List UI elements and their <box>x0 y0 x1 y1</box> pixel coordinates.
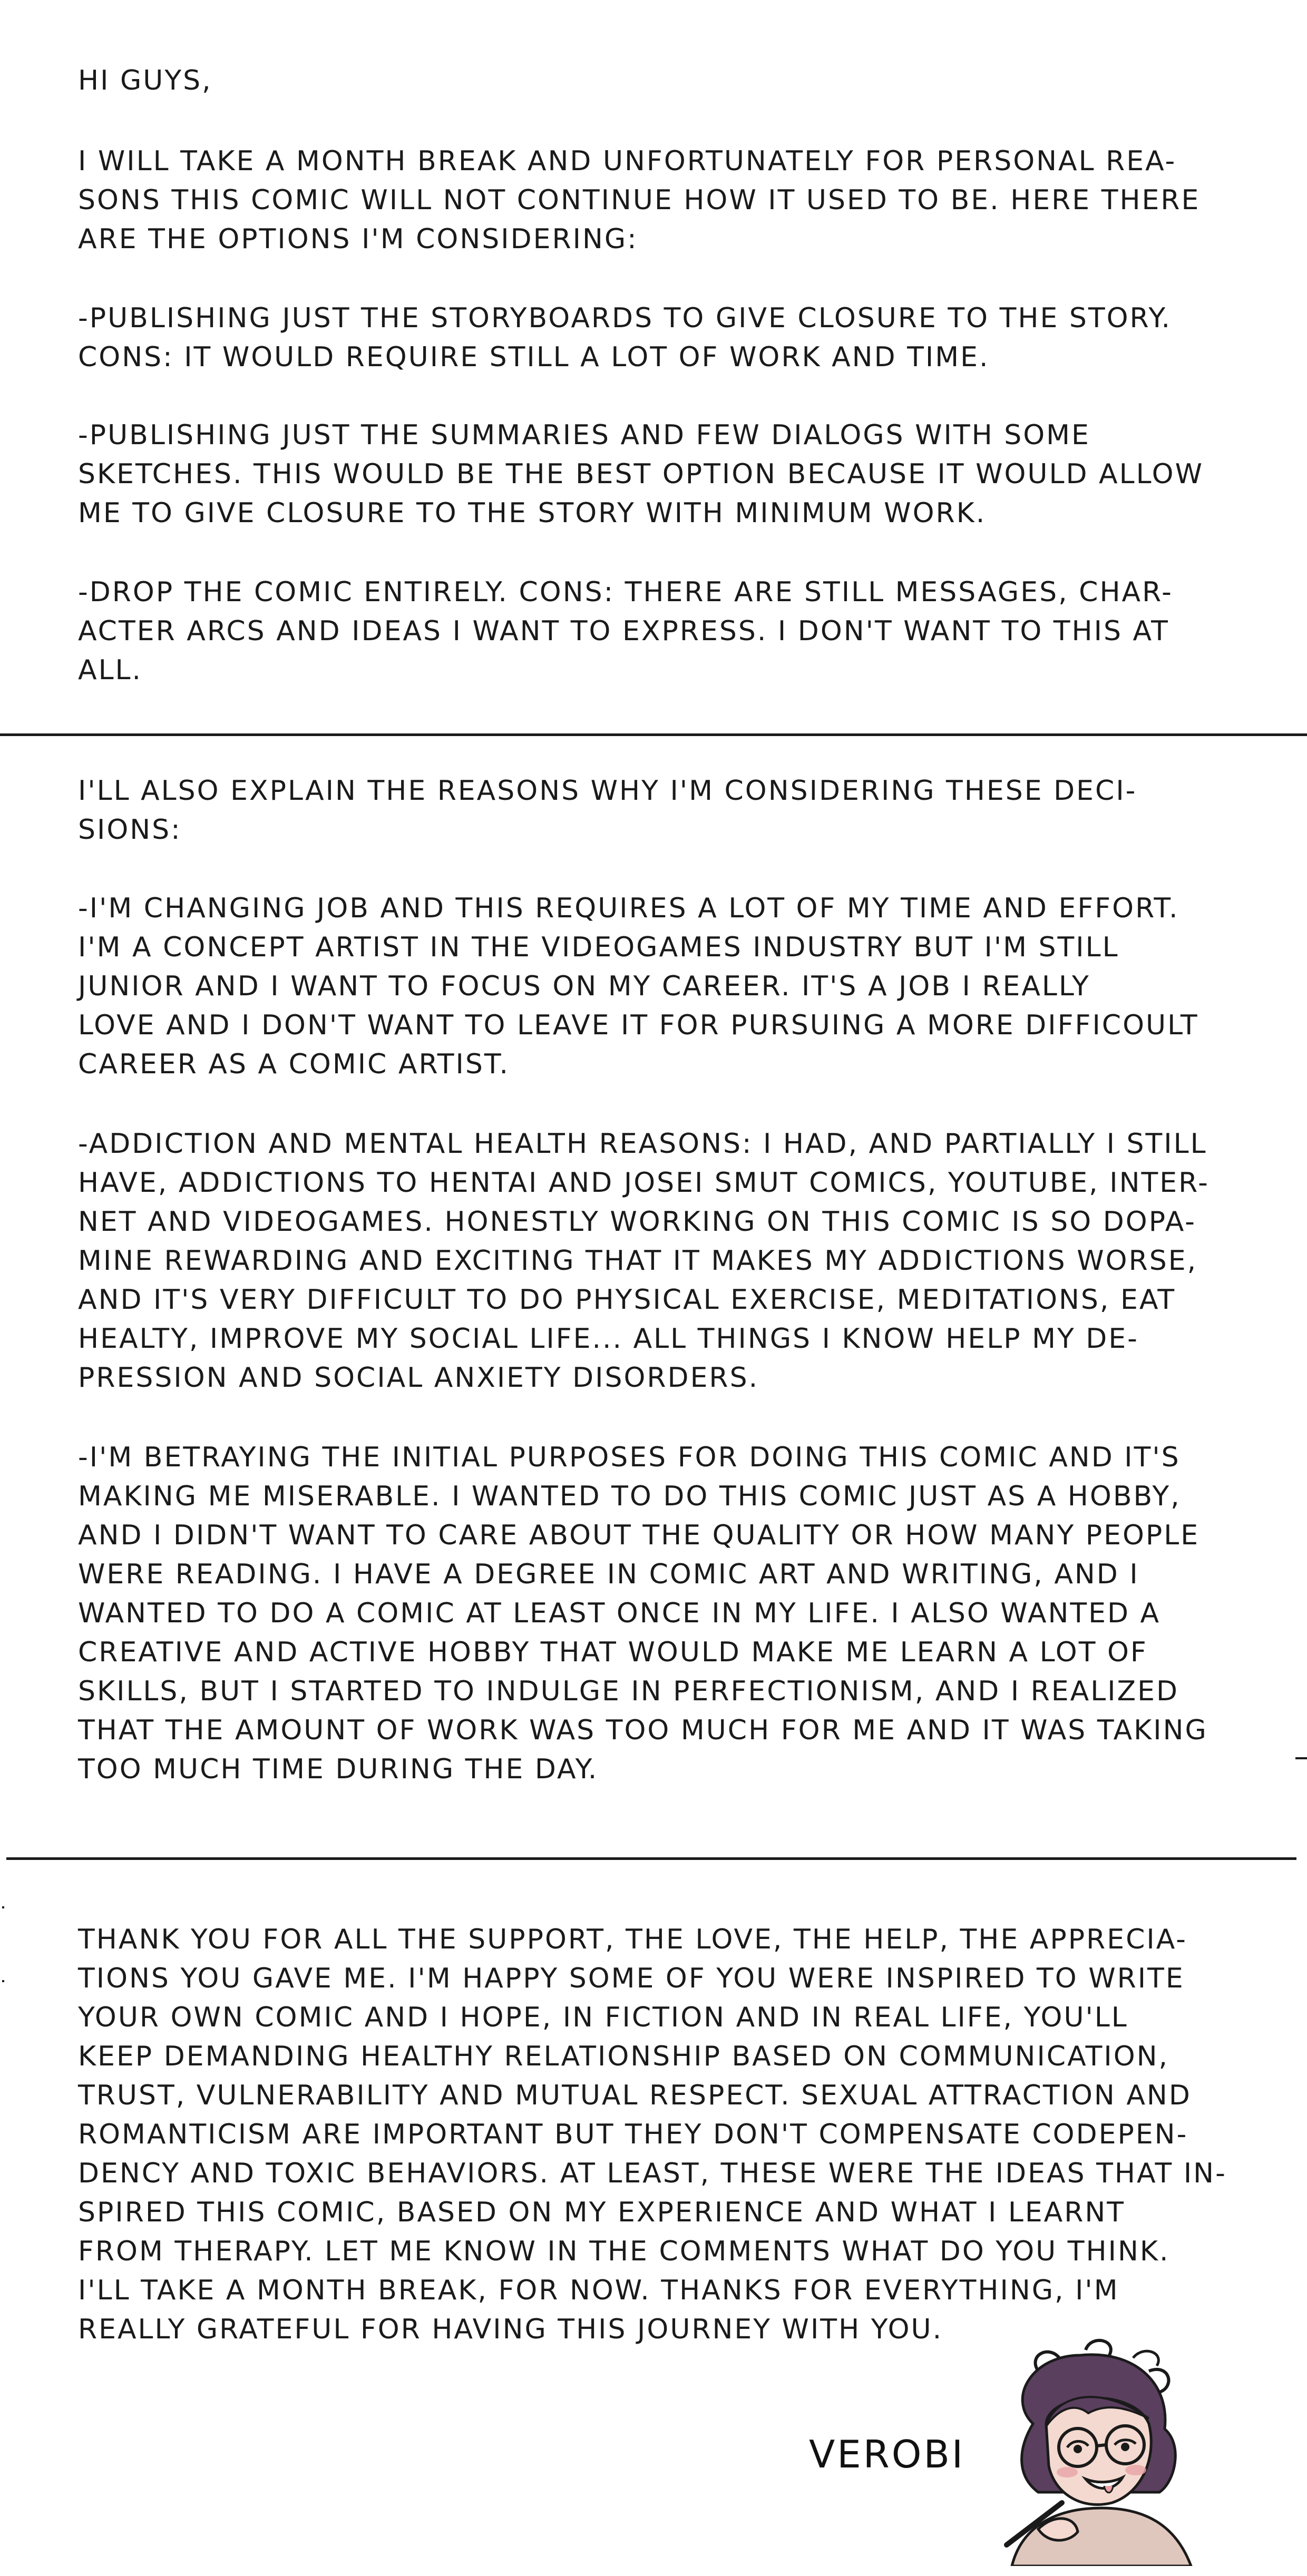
text-line: TIONS YOU GAVE ME. I'M HAPPY SOME OF YOU WERE INSPIRED TO WRITE <box>78 1963 1185 1994</box>
section-divider <box>6 1857 1296 1860</box>
text-line: SIONS: <box>78 814 182 846</box>
edge-dot <box>2 1980 4 1982</box>
text-line: REALLY GRATEFUL FOR HAVING THIS JOURNEY WITH YOU. <box>78 2314 943 2345</box>
text-line: ROMANTICISM ARE IMPORTANT BUT THEY DON'T COMPENSATE CODEPEN- <box>78 2119 1188 2150</box>
text-line: HEALTY, IMPROVE MY SOCIAL LIFE... ALL THINGS I KNOW HELP MY DE- <box>78 1323 1139 1355</box>
text-line: DENCY AND TOXIC BEHAVIORS. AT LEAST, THESE WERE THE IDEAS THAT IN- <box>78 2158 1227 2189</box>
edge-dot <box>2 1906 4 1908</box>
text-line: MINE REWARDING AND EXCITING THAT IT MAKES MY ADDICTIONS WORSE, <box>78 1245 1198 1277</box>
text-line: -I'M BETRAYING THE INITIAL PURPOSES FOR DOING THIS COMIC AND IT'S <box>78 1442 1181 1473</box>
text-line: I'LL ALSO EXPLAIN THE REASONS WHY I'M CONSIDERING THESE DECI- <box>78 775 1137 807</box>
text-line: CAREER AS A COMIC ARTIST. <box>78 1049 510 1080</box>
text-line: YOUR OWN COMIC AND I HOPE, IN FICTION AND IN REAL LIFE, YOU'LL <box>78 2002 1128 2033</box>
text-line: -DROP THE COMIC ENTIRELY. CONS: THERE ARE STILL MESSAGES, CHAR- <box>78 576 1173 608</box>
text-line: SPIRED THIS COMIC, BASED ON MY EXPERIENCE AND WHAT I LEARNT <box>78 2197 1126 2228</box>
text-line: ALL. <box>78 654 143 686</box>
text-line: MAKING ME MISERABLE. I WANTED TO DO THIS COMIC JUST AS A HOBBY, <box>78 1481 1181 1512</box>
text-line: ARE THE OPTIONS I'M CONSIDERING: <box>78 223 638 255</box>
text-line: I'LL TAKE A MONTH BREAK, FOR NOW. THANKS FOR EVERYTHING, I'M <box>78 2275 1119 2306</box>
text-line: SKETCHES. THIS WOULD BE THE BEST OPTION BECAUSE IT WOULD ALLOW <box>78 458 1204 490</box>
text-line: -I'M CHANGING JOB AND THIS REQUIRES A LOT OF MY TIME AND EFFORT. <box>78 893 1179 924</box>
section-divider <box>0 733 1307 736</box>
text-line: AND IT'S VERY DIFFICULT TO DO PHYSICAL EXERCISE, MEDITATIONS, EAT <box>78 1284 1176 1316</box>
text-line: THAT THE AMOUNT OF WORK WAS TOO MUCH FOR ME AND IT WAS TAKING <box>78 1715 1208 1746</box>
text-line: -PUBLISHING JUST THE STORYBOARDS TO GIVE CLOSURE TO THE STORY. <box>78 302 1172 334</box>
text-line: THANK YOU FOR ALL THE SUPPORT, THE LOVE, THE HELP, THE APPRECIA- <box>78 1924 1187 1955</box>
text-line: I WILL TAKE A MONTH BREAK AND UNFORTUNATELY FOR PERSONAL REA- <box>78 145 1177 177</box>
text-line: -PUBLISHING JUST THE SUMMARIES AND FEW DIALOGS WITH SOME <box>78 419 1090 451</box>
text-line: NET AND VIDEOGAMES. HONESTLY WORKING ON THIS COMIC IS SO DOPA- <box>78 1206 1196 1238</box>
text-line: LOVE AND I DON'T WANT TO LEAVE IT FOR PURSUING A MORE DIFFICOULT <box>78 1010 1199 1041</box>
text-line: PRESSION AND SOCIAL ANXIETY DISORDERS. <box>78 1362 759 1394</box>
text-line: CREATIVE AND ACTIVE HOBBY THAT WOULD MAKE ME LEARN A LOT OF <box>78 1637 1148 1668</box>
text-line: I'M A CONCEPT ARTIST IN THE VIDEOGAMES INDUSTRY BUT I'M STILL <box>78 932 1119 963</box>
text-line: HI GUYS, <box>78 65 212 96</box>
text-line: FROM THERAPY. LET ME KNOW IN THE COMMENTS WHAT DO YOU THINK. <box>78 2236 1170 2267</box>
text-line: WANTED TO DO A COMIC AT LEAST ONCE IN MY LIFE. I ALSO WANTED A <box>78 1598 1161 1629</box>
text-line: KEEP DEMANDING HEALTHY RELATIONSHIP BASED ON COMMUNICATION, <box>78 2041 1169 2072</box>
author-avatar <box>975 2334 1207 2566</box>
author-signature: VEROBI <box>809 2432 965 2476</box>
text-line: -ADDICTION AND MENTAL HEALTH REASONS: I HAD, AND PARTIALLY I STILL <box>78 1128 1207 1160</box>
text-line: TOO MUCH TIME DURING THE DAY. <box>78 1754 599 1785</box>
text-line: CONS: IT WOULD REQUIRE STILL A LOT OF WORK AND TIME. <box>78 341 990 373</box>
text-line: ME TO GIVE CLOSURE TO THE STORY WITH MINIMUM WORK. <box>78 497 987 529</box>
edge-mark <box>1295 1757 1307 1759</box>
text-line: HAVE, ADDICTIONS TO HENTAI AND JOSEI SMUT COMICS, YOUTUBE, INTER- <box>78 1167 1210 1199</box>
text-line: ACTER ARCS AND IDEAS I WANT TO EXPRESS. I DON'T WANT TO THIS AT <box>78 615 1169 647</box>
text-line: SONS THIS COMIC WILL NOT CONTINUE HOW IT USED TO BE. HERE THERE <box>78 184 1201 216</box>
text-line: AND I DIDN'T WANT TO CARE ABOUT THE QUALITY OR HOW MANY PEOPLE <box>78 1520 1200 1551</box>
text-line: TRUST, VULNERABILITY AND MUTUAL RESPECT. SEXUAL ATTRACTION AND <box>78 2080 1192 2111</box>
text-line: WERE READING. I HAVE A DEGREE IN COMIC ART AND WRITING, AND I <box>78 1559 1139 1590</box>
text-line: JUNIOR AND I WANT TO FOCUS ON MY CAREER. IT'S A JOB I REALLY <box>78 971 1090 1002</box>
text-line: SKILLS, BUT I STARTED TO INDULGE IN PERFECTIONISM, AND I REALIZED <box>78 1676 1179 1707</box>
